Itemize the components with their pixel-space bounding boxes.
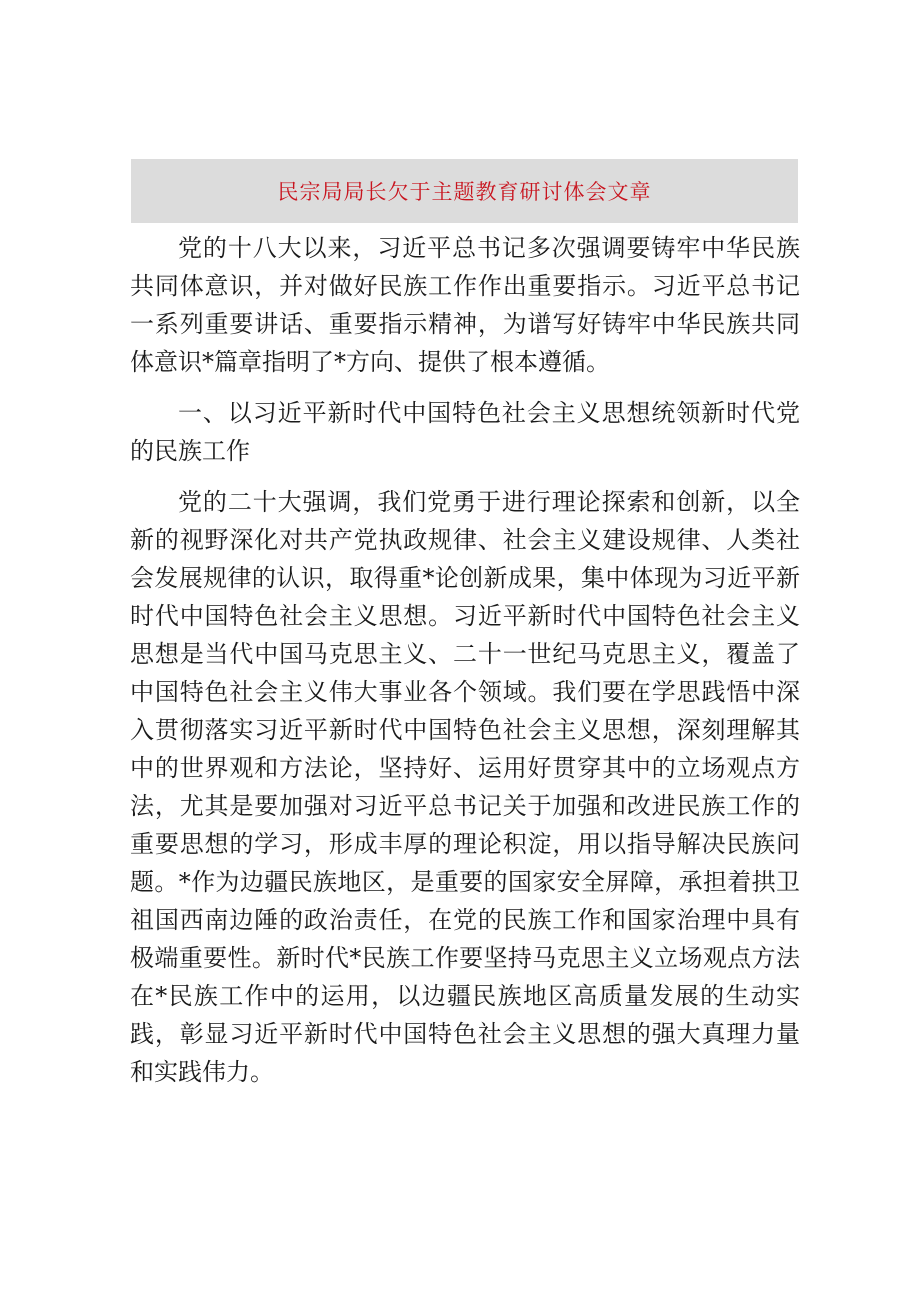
section-heading: 一、以习近平新时代中国特色社会主义思想统领新时代党的民族工作: [130, 399, 800, 465]
intro-paragraph: 党的十八大以来，习近平总书记多次强调要铸牢中华民族共同体意识，并对做好民族工作作出重要指示。习近平总书记一系列重要讲话、重要指示精神，为谱写好铸牢中华民族共同体意识*篇章指明了*方向、提供了根本遵循。: [130, 234, 800, 376]
document-title: 民宗局局长欠于主题教育研讨体会文章: [277, 180, 652, 204]
document-body: [130, 229, 800, 1104]
title-banner: [131, 159, 798, 223]
body-paragraph: 党的二十大强调，我们党勇于进行理论探索和创新，以全新的视野深化对共产党执政规律、社会主义建设规律、人类社会发展规律的认识，取得重*论创新成果，集中体现为习近平新时代中国特色社会主义思想。习近平新时代中国特色社会主义思想是当代中国马克思主义、二十一世纪马克思主义，覆盖了中国特色社会主义伟大事业各个领域。我们要在学思践悟中深入贯彻落实习近平新时代中国特色社会主义思想，深刻理解其中的世界观和方法论，坚持好、运用好贯穿其中的立场观点方法，尤其是要加强对习近平总书记关于加强和改进民族工作的重要思想的学习，形成丰厚的理论积淀，用以指导解决民族问题。*作为边疆民族地区，是重要的国家安全屏障，承担着拱卫祖国西南边陲的政治责任，在党的民族工作和国家治理中具有极端重要性。新时代*民族工作要坚持马克思主义立场观点方法在*民族工作中的运用，以边疆民族地区高质量发展的生动实践，彰显习近平新时代中国特色社会主义思想的强大真理力量和实践伟力。: [130, 488, 800, 1086]
